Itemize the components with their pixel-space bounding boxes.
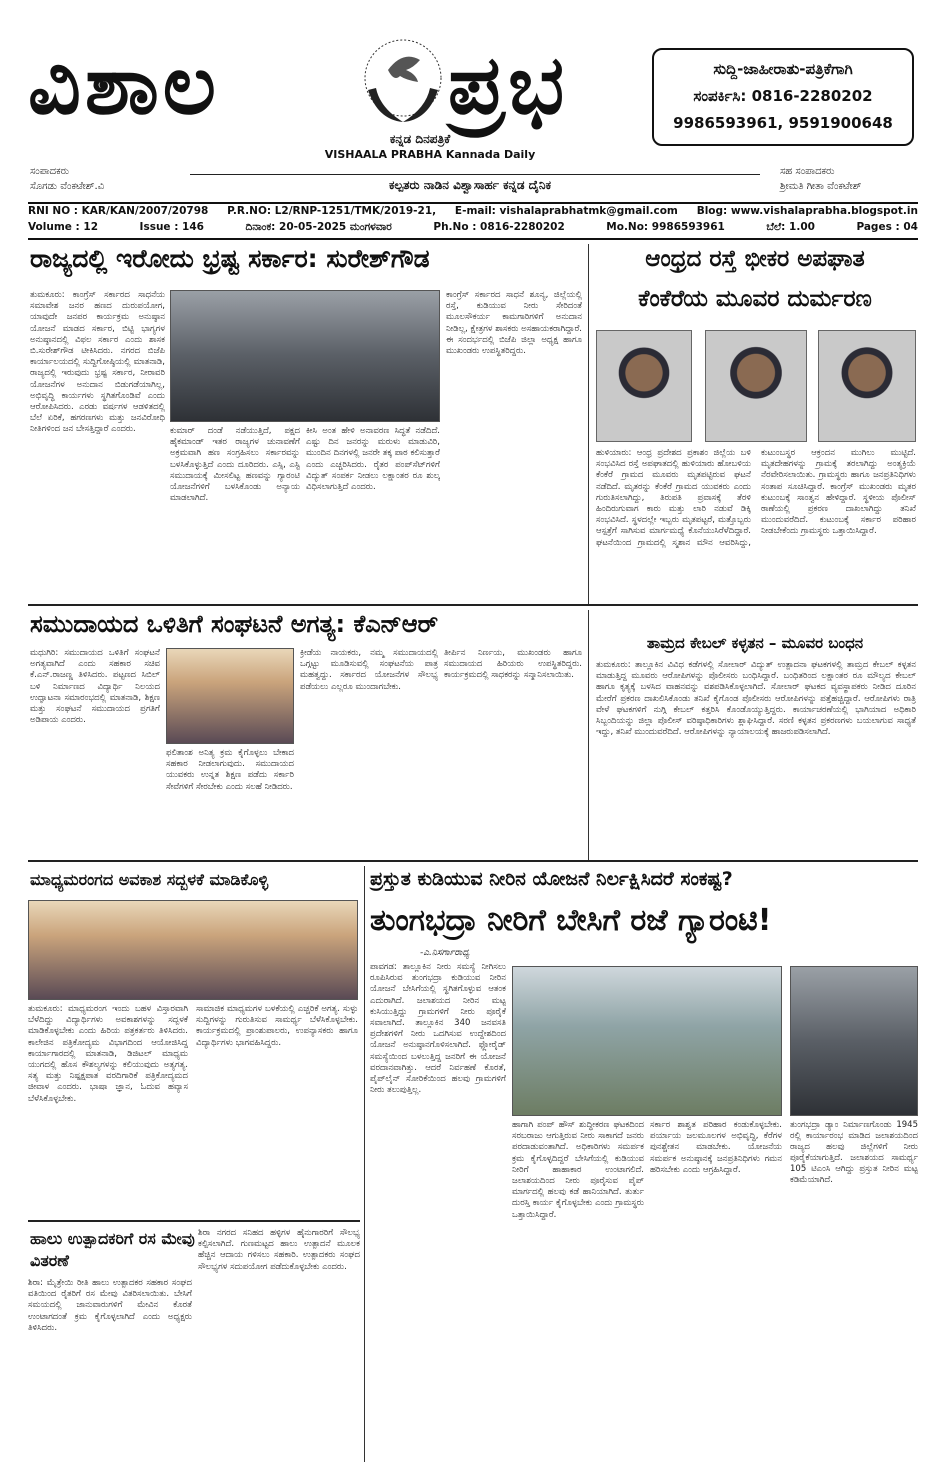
section-rule-3 (28, 1220, 360, 1222)
story2-headline-2: ಕೆಂಕೆರೆಯ ಮೂವರ ದುರ್ಮರಣ (638, 286, 872, 312)
story3-headline: ಸಮುದಾಯದ ಒಳಿತಿಗೆ ಸಂಘಟನೆ ಅಗತ್ಯ: ಕೆಎನ್‌ಆರ್ (30, 610, 439, 638)
email: E-mail: vishalaprabhatmk@gmail.com (454, 205, 678, 217)
story3-column-b: ಫಲಿತಾಂಶ ಅನಿತ್ಯ ಕ್ರಮ ಕೈಗೊಳ್ಳಲು ಬೇಕಾದ ಸಹಕಾರ ನೀಡಲಾಗುವುದು. ಸಮುದಾಯದ ಯುವಕರು ಉನ್ನತ ಶಿಕ್ಷಣ ಪಡೆದು ಸರ್ಕಾರಿ ಸೇವೆಗಳಿಗೆ ಸೇರಬೇಕು ಎಂದು ಸಲಹೆ ನೀಡಿದರು. (166, 748, 294, 792)
section-rule-1 (28, 604, 918, 606)
story7-column-c: ಸರ್ಕಾರ ಶಾಶ್ವತ ಪರಿಹಾರ ಕಂಡುಕೊಳ್ಳಬೇಕು. ಪರ್ಯಾಯ ಜಲಮೂಲಗಳ ಅಭಿವೃದ್ಧಿ, ಕೆರೆಗಳ ಪುನಶ್ಚೇತನ ಮಾಡಬೇಕು. ಯೋಜನೆಯ ಸಮರ್ಪಕ ಅನುಷ್ಠಾನಕ್ಕೆ ಜನಪ್ರತಿನಿಧಿಗಳು ಗಮನ ಹರಿಸಬೇಕು ಎಂದು ಆಗ್ರಹಿಸಿದ್ದಾರೆ. (650, 1120, 782, 1175)
felicitation-photo (166, 648, 294, 744)
tagline-rule (190, 174, 760, 175)
masthead-title-word1: ವಿಶಾಲ (28, 38, 220, 133)
dove-hands-logo (358, 30, 448, 134)
story3-column-a: ಮಧುಗಿರಿ: ಸಮುದಾಯದ ಒಳಿತಿಗೆ ಸಂಘಟನೆ ಅಗತ್ಯವಾಗಿದೆ ಎಂದು ಸಹಕಾರ ಸಚಿವ ಕೆ.ಎನ್.ರಾಜಣ್ಣ ತಿಳಿಸಿದರು. ಪಟ್ಟಣದ ಸಿಬಿಲ್ ಬಳಿ ನಿರ್ಮಾಣದ ವಿದ್ಯಾರ್ಥಿ ನಿಲಯದ ಉದ್ಘಾಟನಾ ಸಮಾರಂಭದಲ್ಲಿ ಮಾತನಾಡಿ, ಶಿಕ್ಷಣ ಮತ್ತು ಸಂಘಟನೆ ಸಮುದಾಯದ ಪ್ರಗತಿಗೆ ಅಡಿಪಾಯ ಎಂದರು. (30, 648, 160, 726)
story3-column-d: ತೀರ್ಪಿನ ನಿರ್ಣಯ, ಮುಖಂಡರು ಹಾಗೂ ಸಮುದಾಯದ ಹಿರಿಯರು ಉಪಸ್ಥಿತರಿದ್ದರು. ಕಾರ್ಯಕ್ರಮದಲ್ಲಿ ಸಾಧಕರನ್ನು ಸನ್ಮಾನಿಸಲಾಯಿತು. (444, 648, 582, 681)
editor-name: ಸೊಗಡು ವೆಂಕಟೇಶ್.ವಿ (30, 181, 105, 192)
story7-caption: ತುಂಗಭದ್ರಾ ಡ್ಯಾಂ ನಿರ್ಮಾಣಗೊಂಡು 1945 ರಲ್ಲಿ ಕಾರ್ಯಾರಂಭ ಮಾಡಿದ ಜಲಾಶಯದಿಂದ ರಾಜ್ಯದ ಹಲವು ಜಿಲ್ಲೆಗಳಿಗೆ ನೀರು ಪೂರೈಕೆಯಾಗುತ್ತಿದೆ. ಜಲಾಶಯದ ಸಾಮರ್ಥ್ಯ 105 ಟಿಎಂಸಿ ಆಗಿದ್ದು ಪ್ರಸ್ತುತ ನೀರಿನ ಮಟ್ಟ ಕಡಿಮೆಯಾಗಿದೆ. (790, 1120, 918, 1185)
masthead-title (28, 40, 628, 132)
pages: Pages : 04 (856, 221, 918, 233)
masthead-title-word2: ಪ್ರಭ (448, 38, 569, 133)
story5-column-a: ತುಮಕೂರು: ಮಾಧ್ಯಮರಂಗ ಇಂದು ಬಹಳ ವಿಸ್ತಾರವಾಗಿ ಬೆಳೆದಿದ್ದು ವಿದ್ಯಾರ್ಥಿಗಳು ಅವಕಾಶಗಳನ್ನು ಸದ್ಬಳಕೆ ಮಾಡಿಕೊಳ್ಳಬೇಕು ಎಂದು ಹಿರಿಯ ಪತ್ರಕರ್ತರು ತಿಳಿಸಿದರು. ಕಾಲೇಜಿನ ಪತ್ರಿಕೋದ್ಯಮ ವಿಭಾಗದಿಂದ ಆಯೋಜಿಸಿದ್ದ ಕಾರ್ಯಾಗಾರದಲ್ಲಿ ಮಾತನಾಡಿ, ಡಿಜಿಟಲ್ ಮಾಧ್ಯಮ ಯುಗದಲ್ಲಿ ಹೊಸ ಕೌಶಲ್ಯಗಳನ್ನು ಕಲಿಯುವುದು ಅತ್ಯಗತ್ಯ. ಸತ್ಯ ಮತ್ತು ನಿಷ್ಪಕ್ಷಪಾತ ವರದಿಗಾರಿಕೆ ಪತ್ರಿಕೋದ್ಯಮದ ಜೀವಾಳ ಎಂದರು. ಭಾಷಾ ಜ್ಞಾನ, ಓದುವ ಹವ್ಯಾಸ ಬೆಳೆಸಿಕೊಳ್ಳಬೇಕು. (28, 1004, 188, 1104)
info-rule-top (28, 202, 918, 204)
ad-line3: 9986593961, 9591900648 (673, 114, 893, 132)
water-treatment-plant-photo (512, 966, 782, 1116)
contact-ad-box (652, 48, 914, 146)
phone: Ph.No : 0816-2280202 (433, 221, 565, 233)
story1-column-c: ಕೀಸಿ ಅಂತ ಹೇಳಿ ಅನಾವರಣ ಸಿದ್ಧತೆ ನಡೆದಿದೆ. ಎಷ್ಟು ದಿನ ಜನರನ್ನು ಮರುಳು ಮಾಡುವಿರಿ, ಮುಂದಿನ ದಿನಗಳಲ್ಲಿ ಜನರೇ ತಕ್ಕ ಪಾಠ ಕಲಿಸುತ್ತಾರೆ ಎಂದು ಎಚ್ಚರಿಸಿದರು. ರೈತರ ಪಂಪ್‌ಸೆಟ್‌ಗಳಿಗೆ ವಿದ್ಯುತ್ ಸಂಪರ್ಕ ನೀಡಲು ಲಕ್ಷಾಂತರ ರೂ ಶುಲ್ಕ ವಿಧಿಸಲಾಗುತ್ತಿದೆ ಎಂದರು. (306, 426, 440, 493)
column-divider-3 (364, 866, 365, 1462)
tagline: ಕಲ್ಪತರು ನಾಡಿನ ವಿಶ್ವಾಸಾರ್ಹ ಕನ್ನಡ ದೈನಿಕ (389, 178, 551, 192)
workshop-photo (28, 900, 358, 1000)
story7-column-b: ಹಾಗಾಗಿ ಪಂಪ್ ಹೌಸ್ ಶುದ್ಧೀಕರಣ ಘಟಕದಿಂದ ಸರಬರಾಜು ಆಗುತ್ತಿರುವ ನೀರು ಸಾಕಾಗದೆ ಜನರು ಪರದಾಡುವಂತಾಗಿದೆ. ಅಧಿಕಾರಿಗಳು ಸಮರ್ಪಕ ಕ್ರಮ ಕೈಗೊಳ್ಳದಿದ್ದರೆ ಬೇಸಿಗೆಯಲ್ಲಿ ಕುಡಿಯುವ ನೀರಿಗೆ ಹಾಹಾಕಾರ ಉಂಟಾಗಲಿದೆ. ಜಲಾಶಯದಿಂದ ನೀರು ಪೂರೈಸುವ ಪೈಪ್ ಮಾರ್ಗದಲ್ಲಿ ಹಲವು ಕಡೆ ಹಾನಿಯಾಗಿದೆ. ತುರ್ತು ದುರಸ್ತಿ ಕಾರ್ಯ ಕೈಗೊಳ್ಳಬೇಕು ಎಂದು ಗ್ರಾಮಸ್ಥರು ಒತ್ತಾಯಿಸಿದ್ದಾರೆ. (512, 1120, 644, 1220)
pr-number: P.R.NO: L2/RNP-1251/TMK/2019-21, (227, 205, 437, 217)
co-editor-label: ಸಹ ಸಂಪಾದಕರು (780, 166, 835, 177)
column-divider-2 (588, 610, 589, 860)
victim-portrait-1 (596, 330, 692, 442)
story7-kicker: ಪ್ರಸ್ತುತ ಕುಡಿಯುವ ನೀರಿನ ಯೋಜನೆ ನಿರ್ಲಕ್ಷಿಸಿದರೆ ಸಂಕಷ್ಟ? (370, 868, 733, 890)
issue: Issue : 146 (139, 221, 204, 233)
victim-portrait-3 (818, 330, 916, 442)
story5-column-b: ಸಾಮಾಜಿಕ ಮಾಧ್ಯಮಗಳ ಬಳಕೆಯಲ್ಲಿ ಎಚ್ಚರಿಕೆ ಅಗತ್ಯ. ಸುಳ್ಳು ಸುದ್ದಿಗಳನ್ನು ಗುರುತಿಸುವ ಸಾಮರ್ಥ್ಯ ಬೆಳೆಸಿಕೊಳ್ಳಬೇಕು. ಕಾರ್ಯಕ್ರಮದಲ್ಲಿ ಪ್ರಾಂಶುಪಾಲರು, ಉಪನ್ಯಾಸಕರು ಹಾಗೂ ವಿದ್ಯಾರ್ಥಿಗಳು ಭಾಗವಹಿಸಿದ್ದರು. (196, 1004, 358, 1048)
co-editor-block (780, 164, 861, 194)
story2-headline-1: ಆಂಧ್ರದ ರಸ್ತೆ ಭೀಕರ ಅಪಘಾತ (645, 246, 865, 272)
blog: Blog: www.vishalaprabha.blogspot.in (696, 205, 918, 217)
story2-body: ಹುಳಿಯಾರು: ಆಂಧ್ರ ಪ್ರದೇಶದ ಪ್ರಕಾಶಂ ಜಿಲ್ಲೆಯ ಬಳಿ ಸಂಭವಿಸಿದ ರಸ್ತೆ ಅಪಘಾತದಲ್ಲಿ ಹುಳಿಯಾರು ಹೋಬಳಿಯ ಕೆಂಕೆರೆ ಗ್ರಾಮದ ಮೂವರು ಮೃತಪಟ್ಟಿರುವ ಘಟನೆ ನಡೆದಿದೆ. ಮೃತರನ್ನು ಕೆಂಕೆರೆ ಗ್ರಾಮದ ಯುವಕರು ಎಂದು ಗುರುತಿಸಲಾಗಿದ್ದು, ತಿರುಪತಿ ಪ್ರವಾಸಕ್ಕೆ ತೆರಳಿ ಹಿಂದಿರುಗುವಾಗ ಕಾರು ಮತ್ತು ಲಾರಿ ನಡುವೆ ಡಿಕ್ಕಿ ಸಂಭವಿಸಿದೆ. ಸ್ಥಳದಲ್ಲೇ ಇಬ್ಬರು ಮೃತಪಟ್ಟರೆ, ಮತ್ತೊಬ್ಬರು ಆಸ್ಪತ್ರೆಗೆ ಸಾಗಿಸುವ ಮಾರ್ಗಮಧ್ಯೆ ಕೊನೆಯುಸಿರೆಳೆದಿದ್ದಾರೆ. ಘಟನೆಯಿಂದ ಗ್ರಾಮದಲ್ಲಿ ಸ್ಮಶಾನ ಮೌನ ಆವರಿಸಿದ್ದು, ಕುಟುಂಬಸ್ಥರ ಆಕ್ರಂದನ ಮುಗಿಲು ಮುಟ್ಟಿದೆ. ಮೃತದೇಹಗಳನ್ನು ಗ್ರಾಮಕ್ಕೆ ತರಲಾಗಿದ್ದು ಅಂತ್ಯಕ್ರಿಯೆ ನೆರವೇರಿಸಲಾಯಿತು. ಗ್ರಾಮಸ್ಥರು ಹಾಗೂ ಜನಪ್ರತಿನಿಧಿಗಳು ಸಂತಾಪ ಸೂಚಿಸಿದ್ದಾರೆ. ಕಾಂಗ್ರೆಸ್ ಮುಖಂಡರು ಮೃತರ ಕುಟುಂಬಕ್ಕೆ ಸಾಂತ್ವನ ಹೇಳಿದ್ದಾರೆ. ಸ್ಥಳೀಯ ಪೊಲೀಸ್ ಠಾಣೆಯಲ್ಲಿ ಪ್ರಕರಣ ದಾಖಲಾಗಿದ್ದು ತನಿಖೆ ಮುಂದುವರೆದಿದೆ. ಕುಟುಂಬಕ್ಕೆ ಸರ್ಕಾರ ಪರಿಹಾರ ನೀಡಬೇಕೆಂದು ಗ್ರಾಮಸ್ಥರು ಒತ್ತಾಯಿಸಿದ್ದಾರೆ. (596, 448, 916, 548)
story5-headline: ಮಾಧ್ಯಮರಂಗದ ಅವಕಾಶ ಸದ್ಬಳಕೆ ಮಾಡಿಕೊಳ್ಳಿ (30, 870, 269, 889)
story4-headline: ತಾಮ್ರದ ಕೇಬಲ್ ಕಳ್ಳತನ – ಮೂವರ ಬಂಧನ (646, 634, 864, 652)
press-meet-photo (170, 290, 440, 422)
story1-column-b: ಕುಮಾರ್ ದಂಡೆ ನಡೆಯುತ್ತಿದೆ, ಪಕ್ಷದ ಹೈಕಮಾಂಡ್ ಇತರ ರಾಜ್ಯಗಳ ಚುನಾವಣೆಗೆ ಅಕ್ರಮವಾಗಿ ಹಣ ಸಂಗ್ರಹಿಸಲು ಸರ್ಕಾರವನ್ನು ಬಳಸಿಕೊಳ್ಳುತ್ತಿದೆ ಎಂದು ದೂರಿದರು. ಎಸ್ಸಿ, ಎಸ್ಟಿ ಸಮುದಾಯಕ್ಕೆ ಮೀಸಲಿಟ್ಟ ಹಣವನ್ನು ಗ್ಯಾರಂಟಿ ಯೋಜನೆಗಳಿಗೆ ಬಳಸಿಕೊಂಡು ಅನ್ಯಾಯ ಮಾಡಲಾಗಿದೆ. (170, 426, 300, 504)
section-rule-2 (28, 860, 918, 862)
story3-column-c: ಕ್ರೀಡೆಯ ನಾಯಕರು, ನಮ್ಮ ಸಮುದಾಯದಲ್ಲಿ ಒಗ್ಗಟ್ಟು ಮೂಡಿಸುವಲ್ಲಿ ಸಂಘಟನೆಯ ಪಾತ್ರ ಮಹತ್ವದ್ದು. ಸರ್ಕಾರದ ಯೋಜನೆಗಳ ಸೌಲಭ್ಯ ಪಡೆಯಲು ಎಲ್ಲರೂ ಮುಂದಾಗಬೇಕು. (300, 648, 438, 692)
masthead-subtitle-en: VISHAALA PRABHA Kannada Daily (324, 148, 536, 161)
date: ದಿನಾಂಕ: 20-05-2025 ಮಂಗಳವಾರ (245, 221, 392, 233)
info-rule-bottom (28, 238, 918, 240)
story1-column-d: ಕಾಂಗ್ರೆಸ್ ಸರ್ಕಾರದ ಸಾಧನೆ ಶೂನ್ಯ, ಜಿಲ್ಲೆಯಲ್ಲಿ ರಸ್ತೆ, ಕುಡಿಯುವ ನೀರು ಸೇರಿದಂತೆ ಮೂಲಸೌಕರ್ಯ ಕಾಮಗಾರಿಗಳಿಗೆ ಅನುದಾನ ನೀಡಿಲ್ಲ, ಕ್ಷೇತ್ರಗಳ ಶಾಸಕರು ಅಸಹಾಯಕರಾಗಿದ್ದಾರೆ. ಈ ಸಂದರ್ಭದಲ್ಲಿ ಬಿಜೆಪಿ ಜಿಲ್ಲಾ ಅಧ್ಯಕ್ಷ ಹಾಗೂ ಮುಖಂಡರು ಉಪಸ್ಥಿತರಿದ್ದರು. (446, 290, 582, 357)
column-divider (588, 244, 589, 604)
story7-headline: ತುಂಗಭದ್ರಾ ನೀರಿಗೆ ಬೇಸಿಗೆ ರಜೆ ಗ್ಯಾರಂಟಿ! (370, 903, 772, 938)
editor-block (30, 164, 104, 194)
story7-column-a: ಪಾವಗಡ: ತಾಲ್ಲೂಕಿನ ನೀರು ಸಮಸ್ಯೆ ನೀಗಿಸಲು ರೂಪಿಸಿರುವ ತುಂಗಭದ್ರಾ ಕುಡಿಯುವ ನೀರಿನ ಯೋಜನೆ ಬೇಸಿಗೆಯಲ್ಲಿ ಸ್ಥಗಿತಗೊಳ್ಳುವ ಆತಂಕ ಎದುರಾಗಿದೆ. ಜಲಾಶಯದ ನೀರಿನ ಮಟ್ಟ ಕುಸಿಯುತ್ತಿದ್ದು ಗ್ರಾಮಗಳಿಗೆ ನೀರು ಪೂರೈಕೆ ಸವಾಲಾಗಿದೆ. ತಾಲ್ಲೂಕಿನ 340 ಜನವಸತಿ ಪ್ರದೇಶಗಳಿಗೆ ನೀರು ಒದಗಿಸುವ ಉದ್ದೇಶದಿಂದ ಯೋಜನೆ ಅನುಷ್ಠಾನಗೊಳಿಸಲಾಗಿದೆ. ಫ್ಲೋರೈಡ್ ಸಮಸ್ಯೆಯಿಂದ ಬಳಲುತ್ತಿದ್ದ ಜನರಿಗೆ ಈ ಯೋಜನೆ ವರದಾನವಾಗಿತ್ತು. ಆದರೆ ನಿರ್ವಹಣೆ ಕೊರತೆ, ಪೈಪ್‌ಲೈನ್ ಸೋರಿಕೆಯಿಂದ ಹಲವು ಗ್ರಾಮಗಳಿಗೆ ನೀರು ತಲುಪುತ್ತಿಲ್ಲ. (370, 962, 506, 1096)
story6-column-b: ಶಿರಾ ನಗರದ ಸನಿಹದ ಹಳ್ಳಿಗಳ ಹೈನುಗಾರರಿಗೆ ಸೌಲಭ್ಯ ಕಲ್ಪಿಸಲಾಗಿದೆ. ಗುಣಮಟ್ಟದ ಹಾಲು ಉತ್ಪಾದನೆ ಮೂಲಕ ಹೆಚ್ಚಿನ ಆದಾಯ ಗಳಿಸಲು ಸಹಕಾರಿ. ಉತ್ಪಾದಕರು ಸಂಘದ ಸೌಲಭ್ಯಗಳ ಸದುಪಯೋಗ ಪಡೆದುಕೊಳ್ಳಬೇಕು ಎಂದರು. (198, 1228, 360, 1272)
story6-headline: ಹಾಲು ಉತ್ಪಾದಕರಿಗೆ ರಸ ಮೇವು ವಿತರಣೆ (30, 1229, 195, 1270)
story6-column-a: ಶಿರಾ: ಮೈತ್ರೇಯಿ ರೀತಿ ಹಾಲು ಉತ್ಪಾದಕರ ಸಹಕಾರ ಸಂಘದ ವತಿಯಿಂದ ರೈತರಿಗೆ ರಸ ಮೇವು ವಿತರಿಸಲಾಯಿತು. ಬೇಸಿಗೆ ಸಮಯದಲ್ಲಿ ಜಾನುವಾರುಗಳಿಗೆ ಮೇವಿನ ಕೊರತೆ ಉಂಟಾಗದಂತೆ ಕ್ರಮ ಕೈಗೊಳ್ಳಲಾಗಿದೆ ಎಂದು ಅಧ್ಯಕ್ಷರು ತಿಳಿಸಿದರು. (28, 1278, 192, 1333)
price: ಬೆಲೆ: 1.00 (766, 221, 815, 233)
mobile: Mo.No: 9986593961 (606, 221, 725, 233)
editor-label: ಸಂಪಾದಕರು (30, 166, 70, 177)
masthead-subtitle-kn: ಕನ್ನಡ ದಿನಪತ್ರಿಕೆ (389, 132, 451, 146)
ad-line2: ಸಂಪರ್ಕಿಸಿ: 0816-2280202 (693, 87, 873, 105)
story4-body: ತುಮಕೂರು: ತಾಲ್ಲೂಕಿನ ವಿವಿಧ ಕಡೆಗಳಲ್ಲಿ ಸೋಲಾರ್ ವಿದ್ಯುತ್ ಉತ್ಪಾದನಾ ಘಟಕಗಳಲ್ಲಿ ತಾಮ್ರದ ಕೇಬಲ್ ಕಳ್ಳತನ ಮಾಡುತ್ತಿದ್ದ ಮೂವರು ಆರೋಪಿಗಳನ್ನು ಪೊಲೀಸರು ಬಂಧಿಸಿದ್ದಾರೆ. ಬಂಧಿತರಿಂದ ಲಕ್ಷಾಂತರ ರೂ ಮೌಲ್ಯದ ಕೇಬಲ್ ಹಾಗೂ ಕೃತ್ಯಕ್ಕೆ ಬಳಸಿದ ವಾಹನವನ್ನು ವಶಪಡಿಸಿಕೊಳ್ಳಲಾಗಿದೆ. ಸೋಲಾರ್ ಘಟಕದ ವ್ಯವಸ್ಥಾಪಕರು ನೀಡಿದ ದೂರಿನ ಮೇರೆಗೆ ಪ್ರಕರಣ ದಾಖಲಿಸಿಕೊಂಡು ತನಿಖೆ ಕೈಗೊಂಡ ಪೊಲೀಸರು ಆರೋಪಿಗಳನ್ನು ಪತ್ತೆಹಚ್ಚಿದ್ದಾರೆ. ಆರೋಪಿಗಳು ರಾತ್ರಿ ವೇಳೆ ಘಟಕಗಳಿಗೆ ನುಗ್ಗಿ ಕೇಬಲ್ ಕತ್ತರಿಸಿ ಕೊಂಡೊಯ್ಯುತ್ತಿದ್ದರು. ಕಾರ್ಯಾಚರಣೆಯಲ್ಲಿ ಭಾಗಿಯಾದ ಅಧಿಕಾರಿ ಸಿಬ್ಬಂದಿಯನ್ನು ಜಿಲ್ಲಾ ಪೊಲೀಸ್ ವರಿಷ್ಠಾಧಿಕಾರಿಗಳು ಶ್ಲಾಘಿಸಿದ್ದಾರೆ. ಸರಣಿ ಕಳ್ಳತನ ಪ್ರಕರಣಗಳು ಬಯಲಾಗುವ ಸಾಧ್ಯತೆ ಇದ್ದು, ತನಿಖೆ ಮುಂದುವರೆದಿದೆ. ಆರೋಪಿಗಳನ್ನು ನ್ಯಾಯಾಲಯಕ್ಕೆ ಹಾಜರುಪಡಿಸಲಾಗಿದೆ. (596, 660, 916, 738)
info-row-2 (28, 221, 918, 237)
ad-line1: ಸುದ್ದಿ-ಜಾಹೀರಾತು-ಪತ್ರಿಕೆಗಾಗಿ (713, 60, 853, 78)
volume: Volume : 12 (28, 221, 99, 233)
rni-number: RNI NO : KAR/KAN/2007/20798 (28, 205, 209, 217)
story7-byline: -ಎ.ನಿಸರ್ಗಾರಾಧ್ಯ (420, 948, 470, 958)
victim-portrait-2 (705, 330, 807, 442)
info-row-1 (28, 205, 918, 221)
dam-milestone-photo (790, 966, 918, 1116)
story1-headline: ರಾಜ್ಯದಲ್ಲಿ ಇರೋದು ಭ್ರಷ್ಟ ಸರ್ಕಾರ: ಸುರೇಶ್‌ಗೌಡ (30, 244, 430, 273)
co-editor-name: ಶ್ರೀಮತಿ ಗೀತಾ ವೆಂಕಟೇಶ್ (780, 181, 862, 192)
story1-column-a: ತುಮಕೂರು: ಕಾಂಗ್ರೆಸ್ ಸರ್ಕಾರದ ಸಾಧನೆಯ ಸಮಾವೇಶ ಜನರ ಹಣದ ದುರುಪಯೋಗ, ಯಾವುದೇ ಜನಪರ ಕಾರ್ಯಕ್ರಮ ಅನುಷ್ಠಾನ ಯೋಜನೆ ಮಾಡದ ಸರ್ಕಾರ, ಬಿಟ್ಟಿ ಭಾಗ್ಯಗಳ ಅನುಷ್ಠಾನದಲ್ಲಿ ವಿಫಲ ಸರ್ಕಾರ ಎಂದು ಶಾಸಕ ಬಿ.ಸುರೇಶ್‌ಗೌಡ ಟೀಕಿಸಿದರು. ನಗರದ ಬಿಜೆಪಿ ಕಾರ್ಯಾಲಯದಲ್ಲಿ ಸುದ್ದಿಗೋಷ್ಠಿಯಲ್ಲಿ ಮಾತನಾಡಿ, ರಾಜ್ಯದಲ್ಲಿ ಇರುವುದು ಭ್ರಷ್ಟ ಸರ್ಕಾರ, ನೀರಾವರಿ ಯೋಜನೆಗಳ ಅನುದಾನ ಬಿಡುಗಡೆಯಾಗಿಲ್ಲ, ಅಭಿವೃದ್ಧಿ ಕಾರ್ಯಗಳು ಸ್ಥಗಿತಗೊಂಡಿವೆ ಎಂದು ಆರೋಪಿಸಿದರು. ಎರಡು ವರ್ಷಗಳ ಆಡಳಿತದಲ್ಲಿ ಬೆಲೆ ಏರಿಕೆ, ಹಗರಣಗಳು ಮತ್ತು ಜನವಿರೋಧಿ ನೀತಿಗಳಿಂದ ಜನ ಬೇಸತ್ತಿದ್ದಾರೆ ಎಂದರು. (30, 290, 165, 435)
